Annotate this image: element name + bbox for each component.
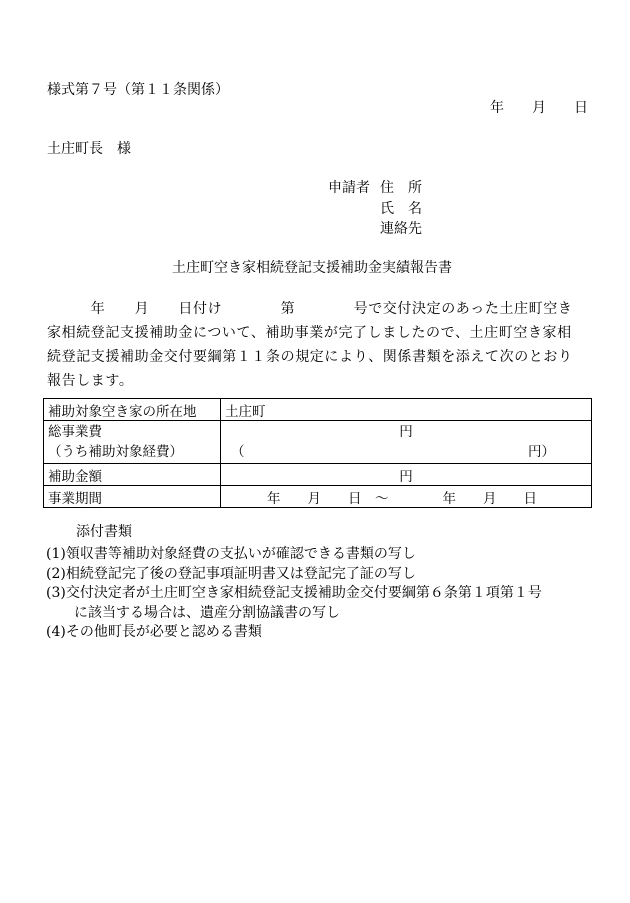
attachment-item: (3)交付決定者が土庄町空き家相続登記支援補助金交付要綱第６条第１項第１号	[46, 585, 542, 601]
date-line: 年 月 日	[490, 100, 588, 116]
address-label: 住 所	[380, 180, 422, 196]
body-line: 家相続登記支援補助金について、補助事業が完了しましたので、土庄町空き家相	[47, 325, 572, 341]
attachment-item: (4)その他町長が必要と認める書類	[46, 624, 262, 640]
total-cost-value: 円	[399, 424, 413, 440]
cost-labels	[44, 421, 221, 464]
amount-value: 円	[221, 464, 592, 486]
report-body	[47, 297, 595, 393]
table-row	[44, 421, 592, 464]
attachments-heading: 添付書類	[76, 524, 132, 540]
subsidy-cost-label: （うち補助対象経費）	[48, 444, 183, 460]
applicant-role: 申請者	[328, 180, 370, 196]
body-line: 報告します。	[47, 373, 134, 389]
attachments-list	[46, 545, 542, 643]
cost-values	[221, 421, 592, 464]
document-title: 土庄町空き家相続登記支援補助金実績報告書	[172, 260, 452, 276]
table-row	[44, 399, 592, 421]
total-cost-label: 総事業費	[48, 424, 102, 440]
body-line: 年 月 日付け 第 号で交付決定のあった土庄町空き	[47, 301, 573, 317]
addressee: 土庄町長 様	[47, 141, 131, 157]
table-row	[44, 464, 592, 486]
body-line: 続登記支援補助金交付要綱第１１条の規定により、関係書類を添えて次のとおり	[47, 349, 573, 365]
subsidy-cost-value: （ 円）	[231, 444, 555, 460]
report-table	[43, 398, 592, 508]
attachment-item: に該当する場合は、遺産分割協議書の写し	[46, 604, 340, 621]
form-number: 様式第７号（第１１条関係）	[47, 82, 229, 98]
contact-label: 連絡先	[380, 221, 422, 237]
period-value: 年 月 日 ～ 年 月 日	[221, 486, 592, 508]
attachment-item: (1)領収書等補助対象経費の支払いが確認できる書類の写し	[46, 546, 416, 562]
location-value: 土庄町	[221, 399, 592, 421]
name-label: 氏 名	[380, 201, 422, 217]
attachment-item: (2)相続登記完了後の登記事項証明書又は登記完了証の写し	[46, 565, 416, 582]
period-label: 事業期間	[44, 486, 221, 508]
table-row	[44, 486, 592, 508]
location-label: 補助対象空き家の所在地	[44, 399, 221, 421]
amount-label: 補助金額	[44, 464, 221, 486]
